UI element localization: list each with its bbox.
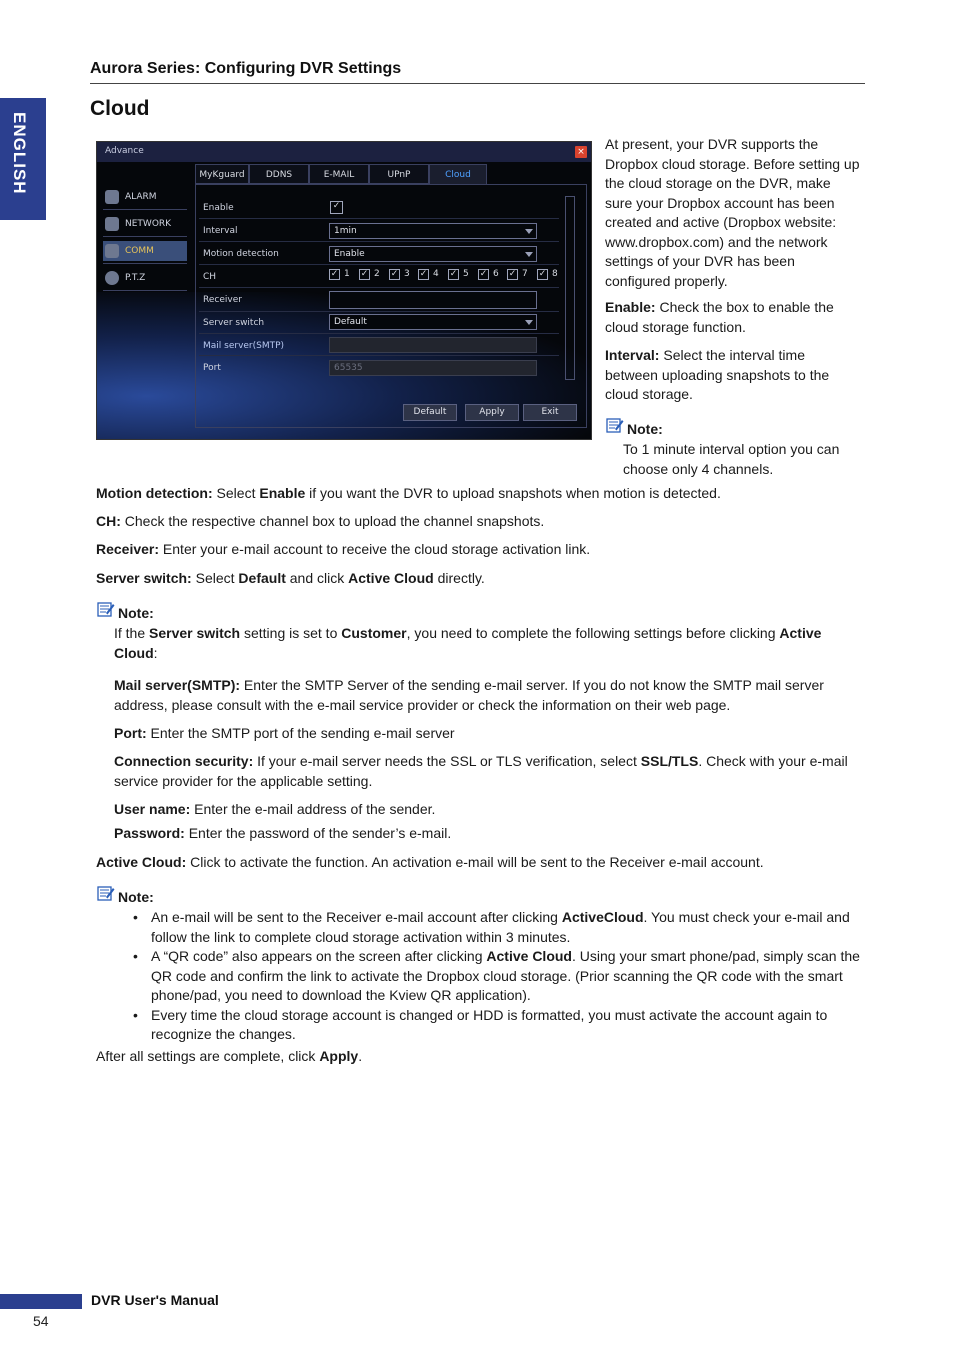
receiver-description: Receiver: Enter your e-mail account to receive the cloud storage activation link. bbox=[96, 541, 591, 557]
enable-checkbox[interactable]: ✓ bbox=[330, 201, 343, 214]
intro-paragraph: At present, your DVR supports the Dropbox cloud storage. Before setting up the cloud storage on the DVR, make sure your Dropbox account has been created and active (Dropbox website: www.dropbox.com) and the network settings of your DVR has been configured properly. bbox=[605, 136, 860, 289]
exit-button[interactable]: Exit bbox=[523, 404, 577, 421]
password-description: Password: Enter the password of the sender’s e-mail. bbox=[114, 825, 452, 841]
interval-label: Interval bbox=[203, 226, 238, 236]
channel-1-checkbox[interactable]: ✓ bbox=[330, 269, 339, 279]
list-item: • An e-mail will be sent to the Receiver e-mail account after clicking ActiveCloud. You must check your e-mail and follow the link to complete cloud storage activation within 3 minutes. bbox=[115, 908, 860, 947]
note-icon bbox=[97, 601, 115, 617]
page-number: 54 bbox=[33, 1313, 49, 1329]
interval-select[interactable]: 1min bbox=[329, 223, 537, 239]
server-switch-label: Server switch bbox=[203, 318, 265, 328]
row-divider bbox=[199, 241, 559, 242]
interval-description: Interval: Select the interval time between uploading snapshots to the cloud storage. bbox=[605, 347, 830, 402]
mail-server-label: Mail server(SMTP) bbox=[203, 341, 285, 351]
note-label: Note: bbox=[118, 889, 154, 905]
chevron-down-icon bbox=[525, 229, 533, 234]
mail-server-input[interactable] bbox=[329, 337, 537, 353]
alarm-icon bbox=[105, 190, 119, 204]
note-text: To 1 minute interval option you can choose only 4 channels. bbox=[623, 441, 840, 477]
active-cloud-description: Active Cloud: Click to activate the function. An activation e-mail will be sent to the Receiver e-mail account. bbox=[96, 854, 764, 870]
language-side-tab bbox=[0, 98, 46, 220]
dvr-menu-network[interactable]: NETWORK bbox=[103, 214, 187, 234]
channel-3-label: 3 bbox=[404, 269, 410, 279]
tab-email[interactable]: E-MAIL bbox=[309, 164, 369, 184]
dvr-scrollbar[interactable] bbox=[565, 196, 575, 380]
chevron-down-icon bbox=[525, 320, 533, 325]
channel-5-label: 5 bbox=[463, 269, 469, 279]
note-label: Note: bbox=[627, 421, 663, 437]
menu-divider bbox=[103, 236, 187, 237]
menu-divider bbox=[103, 209, 187, 210]
channel-3-checkbox[interactable]: ✓ bbox=[390, 269, 399, 279]
note-icon bbox=[606, 417, 624, 433]
dvr-titlebar bbox=[97, 142, 591, 162]
connection-security-description: Connection security: If your e-mail server needs the SSL or TLS verification, select SSL/TLS. Check with your e-mail service provider for the applicable setting. bbox=[114, 753, 848, 789]
language-label: ENGLISH bbox=[10, 112, 29, 195]
channel-2-label: 2 bbox=[374, 269, 380, 279]
channel-1-label: 1 bbox=[344, 269, 350, 279]
receiver-label: Receiver bbox=[203, 295, 242, 305]
menu-divider bbox=[103, 290, 187, 291]
channel-4-label: 4 bbox=[433, 269, 439, 279]
dvr-menu-ptz[interactable]: P.T.Z bbox=[103, 268, 187, 288]
dvr-cloud-settings-screenshot bbox=[96, 141, 592, 440]
tab-cloud[interactable]: Cloud bbox=[429, 164, 487, 184]
menu-divider bbox=[103, 263, 187, 264]
port-description: Port: Enter the SMTP port of the sending e-mail server bbox=[114, 725, 455, 741]
final-instruction: After all settings are complete, click Apply. bbox=[96, 1048, 363, 1064]
ch-description: CH: Check the respective channel box to upload the channel snapshots. bbox=[96, 513, 545, 529]
server-switch-description: Server switch: Select Default and click Active Cloud directly. bbox=[96, 570, 485, 586]
enable-label: Enable bbox=[203, 203, 234, 213]
port-input[interactable]: 65535 bbox=[329, 360, 537, 376]
channel-6-label: 6 bbox=[493, 269, 499, 279]
section-title: Cloud bbox=[90, 97, 150, 120]
channel-4-checkbox[interactable]: ✓ bbox=[419, 269, 428, 279]
row-divider bbox=[199, 333, 559, 334]
channel-8-label: 8 bbox=[552, 269, 558, 279]
footer-bar bbox=[0, 1294, 82, 1309]
motion-detection-label: Motion detection bbox=[203, 249, 279, 259]
motion-detection-description: Motion detection: Select Enable if you want the DVR to upload snapshots when motion is detected. bbox=[96, 485, 721, 501]
channel-8-checkbox[interactable]: ✓ bbox=[538, 269, 547, 279]
channel-7-checkbox[interactable]: ✓ bbox=[508, 269, 517, 279]
footer-title: DVR User's Manual bbox=[91, 1292, 219, 1308]
apply-button[interactable]: Apply bbox=[465, 404, 519, 421]
customer-note: If the Server switch setting is set to Customer, you need to complete the following settings before clicking Active Cloud: bbox=[114, 625, 822, 661]
row-divider bbox=[199, 355, 559, 356]
channel-7-label: 7 bbox=[522, 269, 528, 279]
network-icon bbox=[105, 217, 119, 231]
enable-description: Enable: Check the box to enable the cloud storage function. bbox=[605, 299, 834, 335]
dvr-menu-comm[interactable]: COMM bbox=[103, 241, 187, 261]
list-item: • Every time the cloud storage account is changed or HDD is formatted, you must activate the account again to recognize the changes. bbox=[115, 1006, 860, 1045]
smtp-description: Mail server(SMTP): Enter the SMTP Server of the sending e-mail server. If you do not know the SMTP mail server address, please consult with the e-mail service provider or check the information on their web page. bbox=[114, 677, 824, 713]
list-item: • A “QR code” also appears on the screen after clicking Active Cloud. Using your smart phone/pad, simply scan the QR code and confirm the link to activate the Dropbox cloud storage. (Prior scanning the QR code with the smart phone/pad, you need to download the Kview QR application). bbox=[115, 947, 860, 1006]
close-icon[interactable]: × bbox=[575, 146, 587, 158]
motion-detection-select[interactable]: Enable bbox=[329, 246, 537, 262]
note-label: Note: bbox=[118, 605, 154, 621]
tab-mykguard[interactable]: MyKguard bbox=[195, 164, 249, 184]
channel-2-checkbox[interactable]: ✓ bbox=[360, 269, 369, 279]
activation-notes-list bbox=[115, 908, 860, 1045]
channel-6-checkbox[interactable]: ✓ bbox=[479, 269, 488, 279]
channel-5-checkbox[interactable]: ✓ bbox=[449, 269, 458, 279]
receiver-input[interactable] bbox=[329, 291, 537, 309]
dvr-window-title: Advance bbox=[105, 146, 144, 156]
default-button[interactable]: Default bbox=[403, 404, 457, 421]
running-header: Aurora Series: Configuring DVR Settings bbox=[90, 60, 402, 77]
ch-label: CH bbox=[203, 272, 217, 282]
server-switch-select[interactable]: Default bbox=[329, 314, 537, 330]
header-rule bbox=[90, 83, 865, 84]
row-divider bbox=[199, 264, 559, 265]
row-divider bbox=[199, 218, 559, 219]
tab-ddns[interactable]: DDNS bbox=[249, 164, 309, 184]
dvr-menu-alarm[interactable]: ALARM bbox=[103, 187, 187, 207]
comm-icon bbox=[105, 244, 119, 258]
tab-upnp[interactable]: UPnP bbox=[369, 164, 429, 184]
row-divider bbox=[199, 287, 559, 288]
username-description: User name: Enter the e-mail address of the sender. bbox=[114, 801, 436, 817]
port-label: Port bbox=[203, 363, 221, 373]
ptz-icon bbox=[105, 271, 119, 285]
row-divider bbox=[199, 311, 559, 312]
note-icon bbox=[97, 885, 115, 901]
chevron-down-icon bbox=[525, 252, 533, 257]
